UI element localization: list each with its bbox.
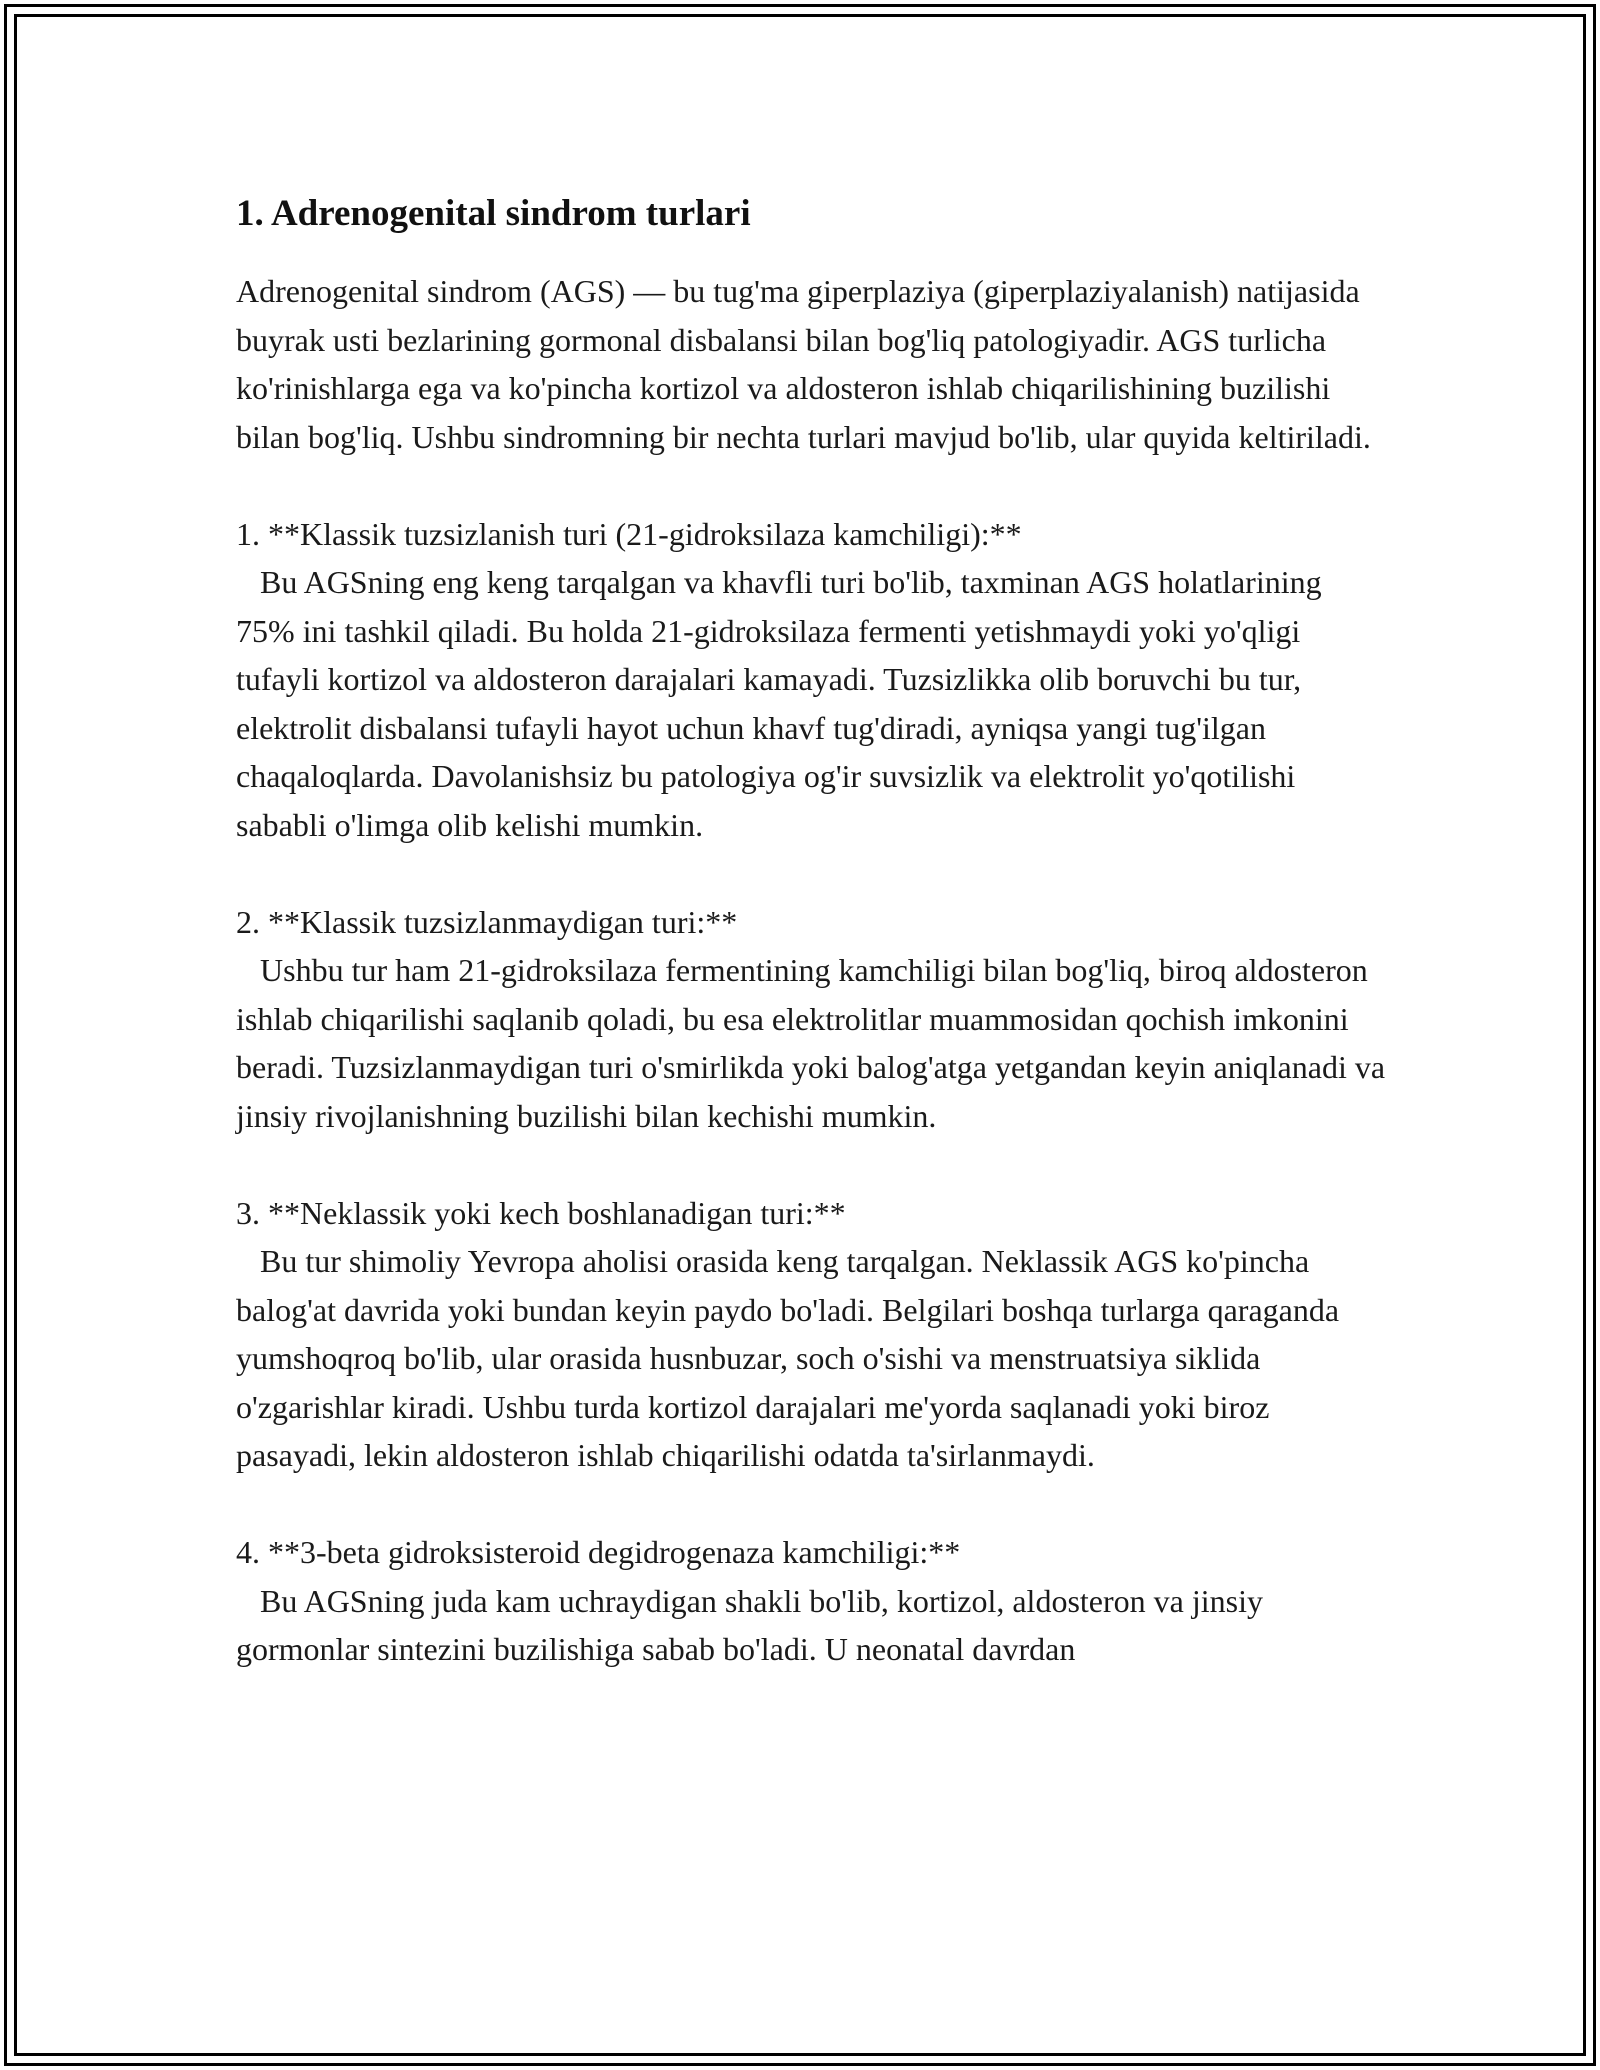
list-item (236, 1528, 1386, 1674)
document-body (236, 185, 1394, 1722)
list-item-body: Bu AGSning eng keng tarqalgan va khavfli turi bo'lib, taxminan AGS holatlarining 75% ini tashkil qiladi. Bu holda 21-gidroksilaza fermenti yetishmaydi yoki yo'qligi tufayli kortizol va aldosteron darajalari kamayadi. Tuzsizlikka olib boruvchi bu tur, elektrolit disbalansi tufayli hayot uchun khavf tug'diradi, ayniqsa yangi tug'ilgan chaqaloqlarda. Davolanishsiz bu patologiya og'ir suvsizlik va elektrolit yo'qotilishi sababli o'limga olib kelishi mumkin. (236, 564, 1330, 843)
document-title: 1. Adrenogenital sindrom turlari (236, 193, 751, 234)
list-item (236, 510, 1386, 850)
list-item (236, 898, 1394, 1141)
list-item (236, 1189, 1386, 1480)
list-item-body: Ushbu tur ham 21-gidroksilaza fermentining kamchiligi bilan bog'liq, biroq aldosteron ishlab chiqarilishi saqlanib qoladi, bu esa elektrolitlar muammosidan qochish imkonini beradi. Tuzsizlanmaydigan turi o'smirlikda yoki balog'atga yetgandan keyin aniqlanadi va jinsiy rivojlanishning buzilishi bilan kechishi mumkin. (236, 952, 1394, 1134)
list-item-heading: 3. **Neklassik yoki kech boshlanadigan turi:** (236, 1194, 846, 1231)
list-item-body: Bu tur shimoliy Yevropa aholisi orasida keng tarqalgan. Neklassik AGS ko'pincha balog'at davrida yoki bundan keyin paydo bo'ladi. Belgilari boshqa turlarga qaraganda yumshoqroq bo'lib, ular orasida husnbuzar, soch o'sishi va menstruatsiya siklida o'zgarishlar kiradi. Ushbu turda kortizol darajalari me'yorda saqlanadi yoki biroz pasayadi, lekin aldosteron ishlab chiqarilishi odatda ta'sirlanmaydi. (236, 1243, 1348, 1473)
list-item-heading: 2. **Klassik tuzsizlanmaydigan turi:** (236, 903, 738, 940)
list-item-heading: 1. **Klassik tuzsizlanish turi (21-gidroksilaza kamchiligi):** (236, 515, 1022, 552)
list-item-heading: 4. **3-beta gidroksisteroid degidrogenaza kamchiligi:** (236, 1534, 961, 1570)
intro-paragraph: Adrenogenital sindrom (AGS) — bu tug'ma giperplaziya (giperplaziyalanish) natijasida buyrak usti bezlarining gormonal disbalansi bilan bog'liq patologiyadir. AGS turlicha ko'rinishlarga ega va ko'pincha kortizol va aldosteron ishlab chiqarilishining buzilishi bilan bog'liq. Ushbu sindromning bir nechta turlari mavjud bo'lib, ular quyida keltiriladi. (236, 273, 1371, 455)
list-item-body: Bu AGSning juda kam uchraydigan shakli bo'lib, kortizol, aldosteron va jinsiy gormonlar sintezini buzilishiga sabab bo'ladi. U neonatal davrdan (236, 1582, 1271, 1667)
